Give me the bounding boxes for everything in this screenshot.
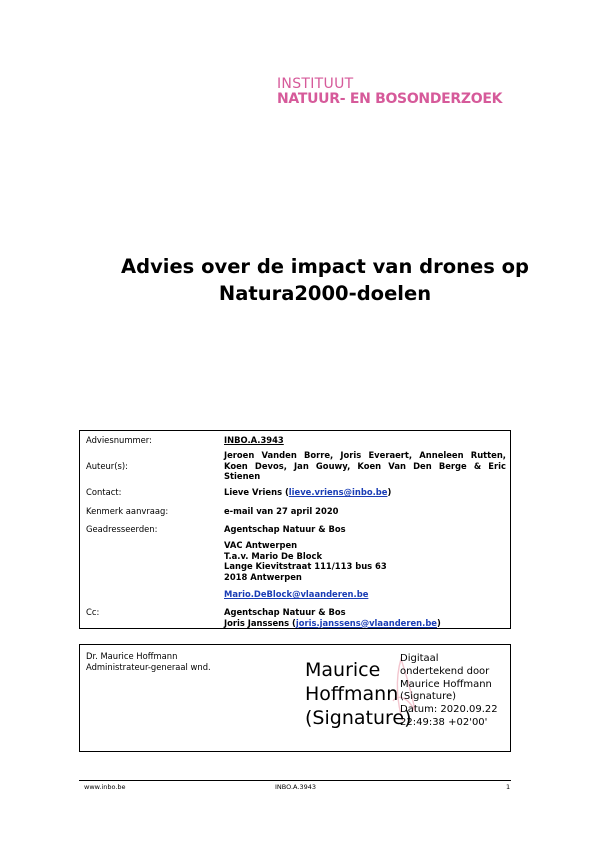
signature-name-large [305,658,412,730]
address-line-1: VAC Antwerpen [224,540,298,550]
signatory-role: Administrateur-generaal wnd. [86,661,211,672]
cc-label: Cc: [86,607,100,617]
geadresseerden-org: Agentschap Natuur & Bos [224,524,346,534]
title-line-2: Natura2000-doelen [218,282,432,305]
contact-close: ) [387,487,392,497]
digital-line-4: (Signature) [400,691,457,703]
auteurs-value: Jeroen Vanden Borre, Joris Everaert, Anneleen Rutten, Koen Devos, Jan Gouwy, Koen Van Den Berge & Eric Stienen [224,450,506,482]
adviesnummer-label: Adviesnummer: [86,435,152,445]
signatory-name: Dr. Maurice Hoffmann [86,651,178,661]
digital-line-1: Digitaal [400,653,439,664]
address-line-2: T.a.v. Mario De Block [224,550,323,561]
contact-label: Contact: [86,487,122,497]
digital-line-2: ondertekend door [400,665,490,677]
logo-line-instituut: INSTITUUT [277,76,354,92]
title-line-1: Advies over de impact van drones op [121,255,529,278]
geadresseerde-email-link[interactable]: Mario.DeBlock@vlaanderen.be [224,589,369,599]
address-lines [224,540,506,582]
advice-info-box [79,430,511,629]
signature-name-line-2: Hoffmann [305,683,399,705]
geadresseerden-label: Geadresseerden: [86,524,158,534]
signature-name-line-1: Maurice [305,659,381,681]
cc-person [224,618,506,629]
document-title [60,253,590,307]
contact-name: Lieve Vriens ( [224,487,289,497]
kenmerk-label: Kenmerk aanvraag: [86,506,169,516]
footer-page-number: 1 [506,783,511,791]
contact-email-link[interactable]: lieve.vriens@inbo.be [288,487,388,497]
digital-signature-text [400,653,498,730]
logo-line-natuur-bos: NATUUR- EN BOSONDERZOEK [277,91,503,107]
footer-reference: INBO.A.3943 [275,783,316,791]
cc-close: ) [437,617,441,628]
kenmerk-value: e-mail van 27 april 2020 [224,506,339,516]
address-line-4: 2018 Antwerpen [224,571,302,582]
cc-email-link[interactable]: joris.janssens@vlaanderen.be [295,617,437,628]
digital-line-5: Datum: 2020.09.22 [400,704,498,716]
signature-name-line-3: (Signature) [305,707,412,729]
address-line-3: Lange Kievitstraat 111/113 bus 63 [224,561,387,572]
signatory [86,651,211,672]
digital-line-6: 22:49:38 +02'00' [400,716,488,728]
contact-value [224,487,506,498]
digital-line-3: Maurice Hoffmann [400,678,492,690]
cc-org: Agentschap Natuur & Bos [224,607,346,617]
footer-website: www.inbo.be [84,783,126,791]
adviesnummer-value: INBO.A.3943 [224,435,284,445]
geadresseerde-email-wrap [224,589,506,600]
signature-box [79,644,511,752]
inbo-logo [277,77,502,107]
cc-name: Joris Janssens ( [224,617,296,628]
auteurs-label: Auteur(s): [86,461,128,471]
cc-value [224,607,506,628]
footer-divider [79,780,511,781]
